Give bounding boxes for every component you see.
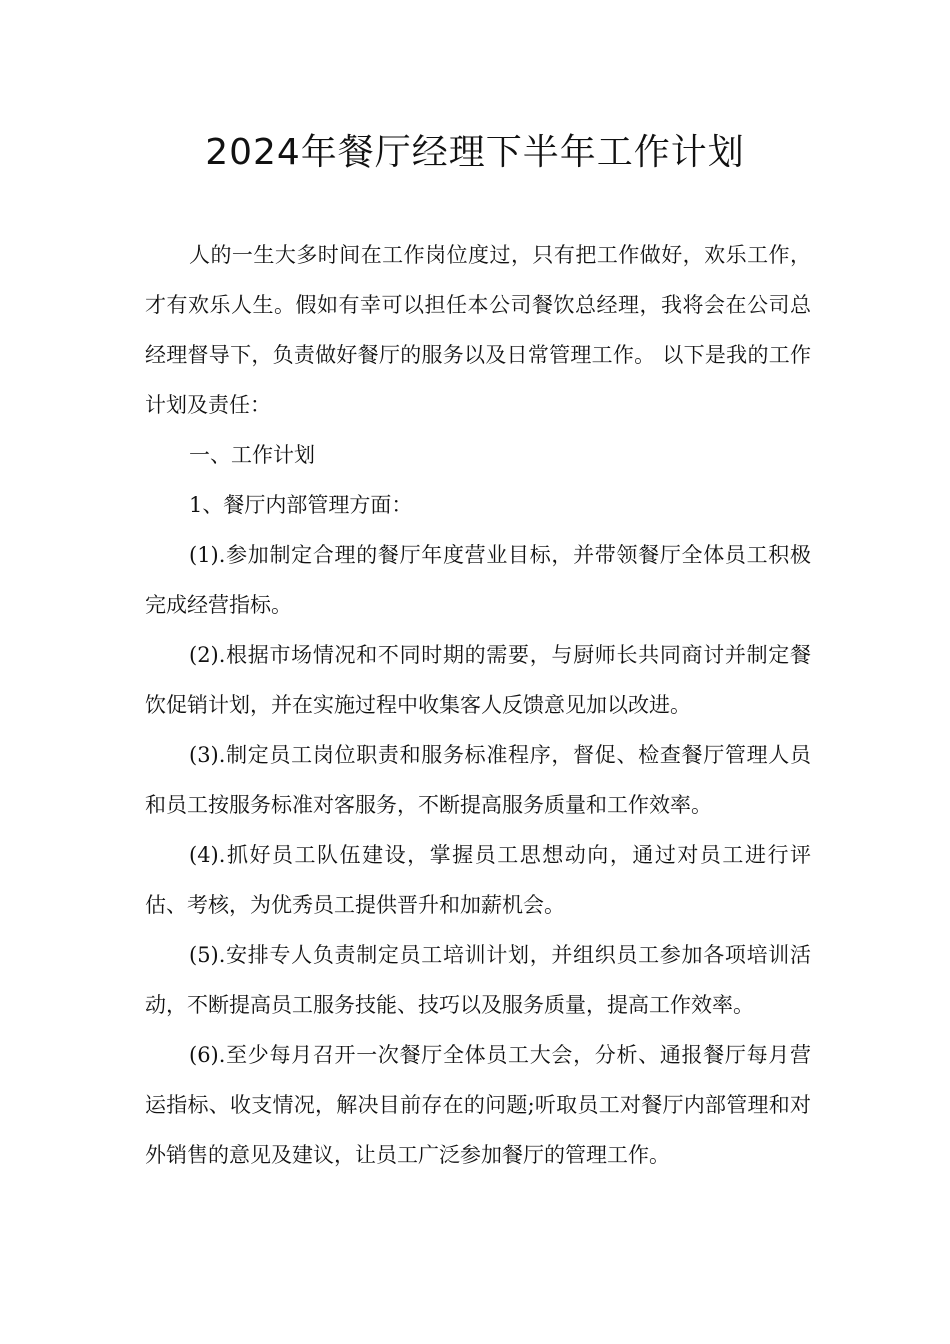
list-item: (5).安排专人负责制定员工培训计划，并组织员工参加各项培训活动，不断提高员工服务技能、技巧以及服务质量，提高工作效率。: [145, 943, 811, 1017]
list-item: (1).参加制定合理的餐厅年度营业目标，并带领餐厅全体员工积极完成经营指标。: [145, 543, 811, 617]
paragraph-intro: 人的一生大多时间在工作岗位度过，只有把工作做好，欢乐工作，才有欢乐人生。假如有幸可以担任本公司餐饮总经理，我将会在公司总经理督导下，负责做好餐厅的服务以及日常管理工作。 以下是我的工作计划及责任：: [145, 243, 811, 417]
list-item: (6).至少每月召开一次餐厅全体员工大会，分析、通报餐厅每月营运指标、收支情况，解决目前存在的问题;听取员工对餐厅内部管理和对外销售的意见及建议，让员工广泛参加餐厅的管理工作。: [145, 1043, 811, 1167]
subsection-heading-internal-management: 1、餐厅内部管理方面：: [189, 493, 413, 517]
document-title: 2024年餐厅经理下半年工作计划: [205, 132, 745, 173]
list-item: (2).根据市场情况和不同时期的需要，与厨师长共同商讨并制定餐饮促销计划，并在实施过程中收集客人反馈意见加以改进。: [145, 643, 811, 717]
list-item: (4).抓好员工队伍建设，掌握员工思想动向，通过对员工进行评估、考核，为优秀员工提供晋升和加薪机会。: [145, 843, 811, 917]
list-item: (3).制定员工岗位职责和服务标准程序，督促、检查餐厅管理人员和员工按服务标准对客服务，不断提高服务质量和工作效率。: [145, 743, 811, 817]
document-body: [145, 230, 811, 1180]
section-heading-work-plan: 一、工作计划: [189, 443, 315, 467]
